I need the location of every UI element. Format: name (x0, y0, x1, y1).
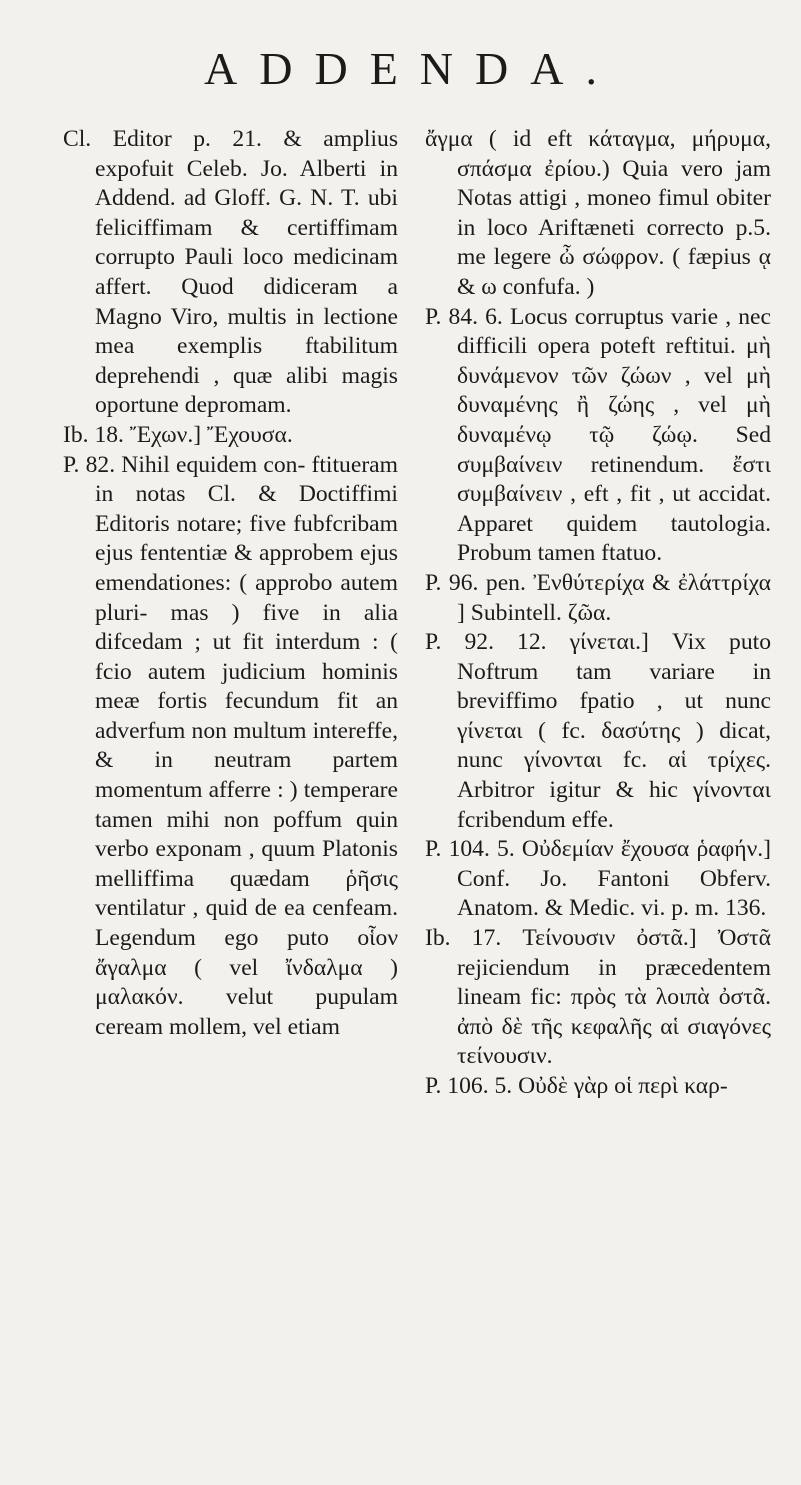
paragraph: P. 92. 12. γίνεται.] Vix puto Noftrum tam variare in breviffimo fpatio , ut nunc γίνεται ( fc. δασύτης ) dicat, nunc γίνονται fc. αἱ τρίχες. Arbitror igitur & hic γίνονται fcribendum effe. (425, 629, 771, 833)
paragraph: ἄγμα ( id eft κάταγμα, μήρυμα, σπάσμα ἐρίου.) Quia vero jam Notas attigi , moneo fimul obiter in loco Ariftæneti correcto p.5. me legere ὦ σώφρον. ( fæpius ᾳ & ω confufa. ) (425, 126, 771, 300)
page-header: ADDENDA. (204, 43, 619, 94)
paragraph: P. 106. 5. Οὐδὲ γὰρ οἱ περὶ καρ‑ (425, 1073, 728, 1099)
paragraph: Ib. 17. Τείνουσιν ὀστᾶ.] Ὀστᾶ rejiciendum in præcedentem lineam fic: πρὸς τὰ λοιπὰ ὀστᾶ. ἀπὸ δὲ τῆς κεφαλῆς αἱ σιαγόνες τείνουσιν. (425, 925, 771, 1070)
paragraph: Cl. Editor p. 21. & amplius expofuit Celeb. Jo. Alberti in Addend. ad Gloff. G. N. T. ubi feliciffimam & certiffimam corrupto Pauli loco medicinam affert. Quod didiceram a Magno Viro, multis in lectione mea exemplis ftabilitum deprehendi , quæ alibi magis oportune depromam. (63, 126, 398, 419)
paragraph: P. 96. pen. Ἐνθύτερίχα & ἐλάττρίχα ] Subintell. ζῶα. (425, 569, 771, 626)
paragraph: P. 104. 5. Οὐδεμίαν ἔχουσα ῥαφήν.] Conf. Jo. Fantoni Obferv. Anatom. & Medic. vi. p. m. 136. (425, 836, 771, 922)
left-column (63, 125, 398, 1042)
paragraph: Ib. 18. Ἔχων.] Ἔχουσα. (63, 421, 293, 448)
paragraph: P. 84. 6. Locus corruptus varie , nec difficili opera poteft reftitui. μὴ δυνάμενον τῶν ζώων , vel μὴ δυναμένης ἢ ζώης , vel μὴ δυναμένῳ τῷ ζώῳ. Sed συμβαίνειν retinendum. ἔστι συμβαίνειν , eft , fit , ut accidat. Apparet quidem tautologia. Probum tamen ftatuo. (425, 303, 771, 567)
right-column (425, 125, 771, 1102)
paragraph: P. 82. Nihil equidem con‑ ftitueram in notas Cl. & Doctiffimi Editoris notare; five fubfcribam ejus fententiæ & approbem ejus emendationes: ( approbo autem pluri‑ mas ) five in alia difcedam ; ut fit interdum : ( fcio autem judicium hominis meæ fortis fecundum fit an adverfum non multum intereffe, & in neutram partem momentum afferre : ) temperare tamen mihi non poffum quin verbo exponam , quum Platonis melliffima quædam ῥῆσις ventilatur , quid de ea cenfeam. Legendum ego puto οἷον ἄγαλμα ( vel ἴνδαλμα ) μαλακόν. velut pupulam ceream mollem, vel etiam (63, 451, 398, 1040)
